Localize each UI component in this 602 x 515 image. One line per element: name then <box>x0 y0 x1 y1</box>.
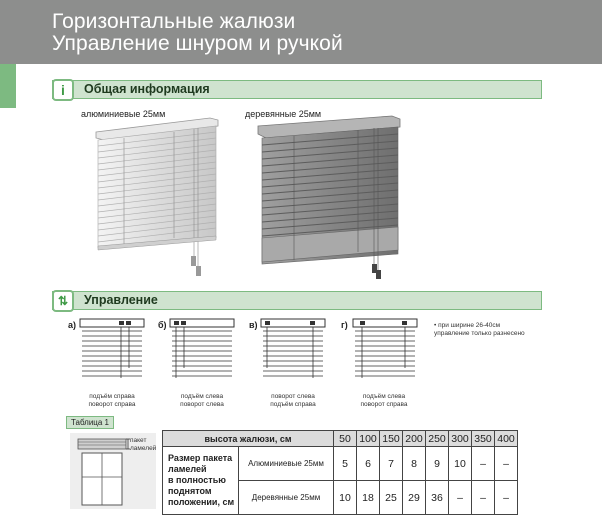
height-col-400: 400 <box>495 431 518 447</box>
section-control <box>52 291 542 310</box>
variant-d-caption <box>344 393 424 408</box>
width-note <box>434 322 525 338</box>
width-note-line1: • при ширине 26-40см <box>434 322 501 329</box>
variant-c-letter: в) <box>249 320 258 330</box>
variant-d-diagram <box>352 318 418 382</box>
table-cell: – <box>449 481 472 515</box>
variant-b-caption <box>162 393 242 408</box>
variant-c-caption-line2: подъём справа <box>270 400 316 408</box>
row-header-line3: в полностью <box>168 475 226 485</box>
height-header: высота жалюзи, см <box>163 431 334 447</box>
row-header-line2: ламелей <box>168 464 207 474</box>
table-cell: 29 <box>403 481 426 515</box>
stack-size-row-header <box>163 447 239 515</box>
height-col-150: 150 <box>380 431 403 447</box>
aluminum-blind-image <box>78 116 228 278</box>
table-cell: 7 <box>380 447 403 481</box>
wooden-blind-image <box>252 114 407 280</box>
table-cell: – <box>495 447 518 481</box>
table-cell: – <box>472 447 495 481</box>
stack-size-label-line2: ламелей <box>130 444 157 452</box>
section-control-label: Управление <box>84 293 158 307</box>
width-note-line2: управление только разнесено <box>434 330 525 337</box>
table-cell: 18 <box>357 481 380 515</box>
page-title-line1: Горизонтальные жалюзи <box>52 10 296 33</box>
stack-size-table <box>162 430 518 515</box>
height-col-250: 250 <box>426 431 449 447</box>
row-type-wooden: Деревянные 25мм <box>239 481 334 515</box>
variant-d-caption-line2: поворот справа <box>360 400 408 408</box>
table-cell: 25 <box>380 481 403 515</box>
table-header-row <box>163 431 518 447</box>
variant-b-caption-line2: поворот слева <box>180 400 224 408</box>
green-side-tab <box>0 64 16 108</box>
info-icon: i <box>52 79 74 101</box>
row-header-line4: поднятом <box>168 486 212 496</box>
table-cell: – <box>472 481 495 515</box>
variant-a-diagram <box>79 318 145 382</box>
table-cell: – <box>495 481 518 515</box>
up-down-arrows-icon: ⇅ <box>52 290 74 312</box>
section-general-info <box>52 80 542 99</box>
table-cell: 10 <box>449 447 472 481</box>
page-title <box>52 11 343 55</box>
variant-c-caption <box>253 393 333 408</box>
row-type-aluminum: Алюминиевые 25мм <box>239 447 334 481</box>
table-cell: 5 <box>334 447 357 481</box>
height-col-100: 100 <box>357 431 380 447</box>
variant-a-caption-line1: подъём справа <box>89 393 135 400</box>
product-label-aluminum: алюминиевые 25мм <box>81 109 166 119</box>
table-cell: 36 <box>426 481 449 515</box>
table-tag: Таблица 1 <box>66 416 114 429</box>
product-label-wooden: деревянные 25мм <box>245 109 322 119</box>
width-note-line1-text: при ширине 26-40см <box>438 322 501 329</box>
variant-d-caption-line1: подъём слева <box>362 393 406 400</box>
stack-size-diagram-label <box>130 437 156 452</box>
variant-c-diagram <box>260 318 326 382</box>
variant-a-caption-line2: поворот справа <box>88 400 136 408</box>
variant-a-caption <box>72 393 152 408</box>
row-header-line5: положении, см <box>168 497 235 507</box>
table-cell: 6 <box>357 447 380 481</box>
height-col-50: 50 <box>334 431 357 447</box>
table-cell: 10 <box>334 481 357 515</box>
table-cell: 8 <box>403 447 426 481</box>
variant-c-caption-line1: поворот слева <box>271 393 315 400</box>
height-col-350: 350 <box>472 431 495 447</box>
table-row <box>163 447 518 481</box>
variant-d-letter: г) <box>341 320 348 330</box>
row-header-line1: Размер пакета <box>168 453 233 463</box>
variant-b-letter: б) <box>158 320 167 330</box>
variant-a-letter: а) <box>68 320 77 330</box>
height-col-300: 300 <box>449 431 472 447</box>
stack-size-label-line1: пакет <box>130 437 147 444</box>
section-general-info-label: Общая информация <box>84 82 210 96</box>
variant-b-caption-line1: подъём слева <box>180 393 224 400</box>
table-cell: 9 <box>426 447 449 481</box>
height-col-200: 200 <box>403 431 426 447</box>
page-title-line2: Управление шнуром и ручкой <box>52 32 343 55</box>
variant-b-diagram <box>169 318 235 382</box>
